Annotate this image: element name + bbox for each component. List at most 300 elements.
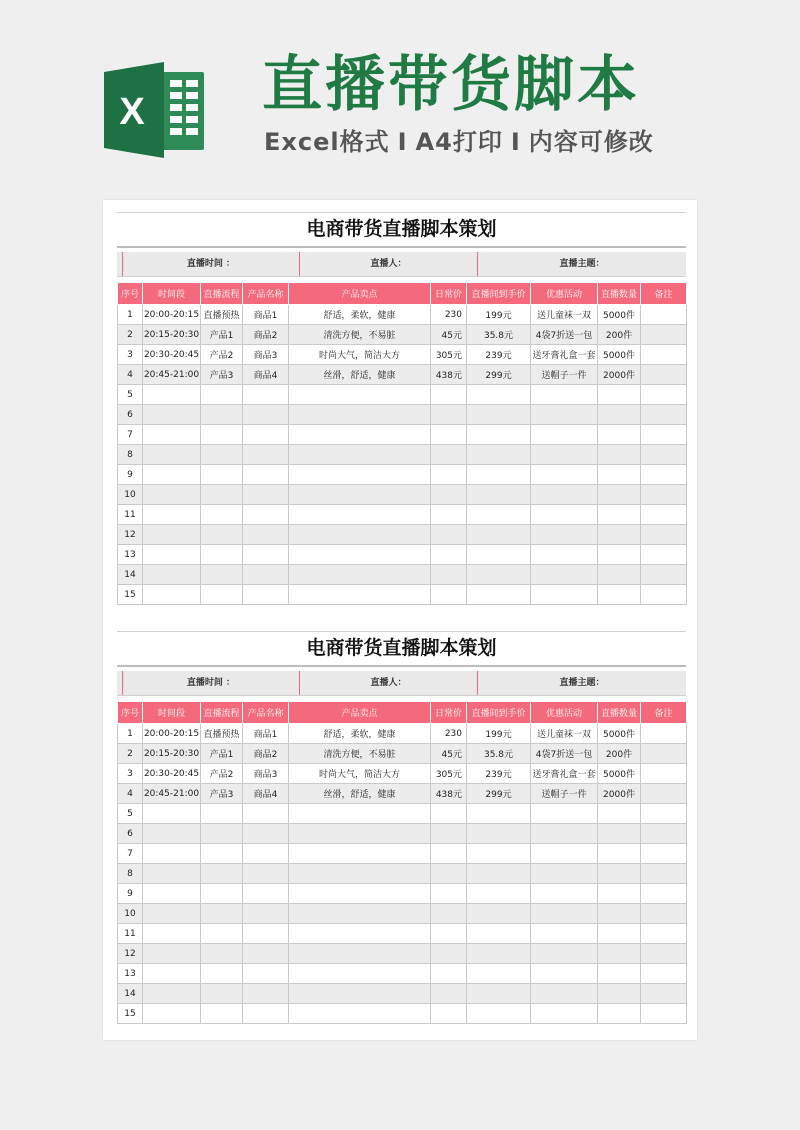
cell-time-slot <box>143 984 201 1004</box>
cell-flow: 产品2 <box>201 345 243 365</box>
cell-flow: 产品1 <box>201 325 243 345</box>
cell-daily-price <box>431 425 467 445</box>
table-row <box>118 864 687 884</box>
cell-note <box>641 585 687 605</box>
cell-quantity <box>598 824 641 844</box>
cell-flow <box>201 824 243 844</box>
cell-product-name <box>243 565 289 585</box>
cell-selling-point <box>289 904 431 924</box>
cell-daily-price <box>431 884 467 904</box>
cell-quantity <box>598 485 641 505</box>
cell-selling-point: 舒适，柔软，健康 <box>289 724 431 744</box>
column-header: 产品卖点 <box>289 702 431 724</box>
cell-selling-point: 清洗方便，不易脏 <box>289 744 431 764</box>
cell-promotion <box>531 485 598 505</box>
cell-flow <box>201 505 243 525</box>
cell-promotion <box>531 445 598 465</box>
cell-product-name: 商品1 <box>243 724 289 744</box>
cell-daily-price <box>431 804 467 824</box>
cell-live-price <box>467 904 531 924</box>
table-row <box>118 325 687 345</box>
cell-note <box>641 445 687 465</box>
cell-selling-point <box>289 545 431 565</box>
cell-time-slot: 20:00-20:15 <box>143 724 201 744</box>
cell-product-name: 商品4 <box>243 784 289 804</box>
cell-promotion <box>531 964 598 984</box>
cell-product-name <box>243 445 289 465</box>
table-row <box>118 485 687 505</box>
cell-product-name <box>243 1004 289 1024</box>
cell-time-slot <box>143 844 201 864</box>
cell-live-price <box>467 425 531 445</box>
cell-quantity: 5000件 <box>598 724 641 744</box>
cell-note <box>641 485 687 505</box>
cell-flow: 直播预热 <box>201 305 243 325</box>
theme-label: 直播主题： <box>477 671 686 695</box>
table-row <box>118 724 687 744</box>
cell-product-name: 商品4 <box>243 365 289 385</box>
cell-time-slot: 20:15-20:30 <box>143 325 201 345</box>
cell-index: 5 <box>118 385 143 405</box>
column-header: 产品卖点 <box>289 283 431 305</box>
cell-promotion <box>531 824 598 844</box>
cell-selling-point <box>289 944 431 964</box>
cell-quantity <box>598 445 641 465</box>
cell-quantity: 5000件 <box>598 764 641 784</box>
cell-flow <box>201 844 243 864</box>
cell-promotion <box>531 565 598 585</box>
cell-selling-point <box>289 884 431 904</box>
cell-promotion: 送帽子一件 <box>531 784 598 804</box>
cell-index: 15 <box>118 585 143 605</box>
cell-daily-price <box>431 465 467 485</box>
cell-live-price <box>467 565 531 585</box>
cell-quantity <box>598 964 641 984</box>
cell-live-price <box>467 984 531 1004</box>
cell-promotion <box>531 904 598 924</box>
cell-promotion <box>531 804 598 824</box>
cell-daily-price <box>431 485 467 505</box>
cell-promotion: 送儿童袜一双 <box>531 305 598 325</box>
cell-daily-price <box>431 445 467 465</box>
cell-live-price <box>467 1004 531 1024</box>
cell-time-slot <box>143 964 201 984</box>
cell-live-price <box>467 585 531 605</box>
cell-quantity <box>598 545 641 565</box>
cell-flow <box>201 964 243 984</box>
cell-time-slot <box>143 465 201 485</box>
host-label: 直播人： <box>299 252 477 276</box>
table-row <box>118 505 687 525</box>
cell-daily-price: 230 <box>431 305 467 325</box>
cell-note <box>641 924 687 944</box>
cell-selling-point <box>289 844 431 864</box>
cell-selling-point <box>289 485 431 505</box>
column-header: 时间段 <box>143 702 201 724</box>
cell-live-price <box>467 525 531 545</box>
cell-selling-point <box>289 585 431 605</box>
cell-product-name <box>243 485 289 505</box>
cell-quantity <box>598 884 641 904</box>
cell-quantity <box>598 864 641 884</box>
cell-daily-price <box>431 405 467 425</box>
cell-quantity <box>598 585 641 605</box>
host-label: 直播人： <box>299 671 477 695</box>
cell-live-price <box>467 445 531 465</box>
cell-flow <box>201 485 243 505</box>
cell-promotion <box>531 545 598 565</box>
cell-promotion: 送牙膏礼盒一套 <box>531 345 598 365</box>
cell-note <box>641 425 687 445</box>
cell-time-slot <box>143 505 201 525</box>
cell-product-name <box>243 425 289 445</box>
cell-index: 8 <box>118 445 143 465</box>
cell-flow <box>201 984 243 1004</box>
cell-selling-point <box>289 385 431 405</box>
cell-index: 10 <box>118 904 143 924</box>
cell-promotion <box>531 505 598 525</box>
table-row <box>118 425 687 445</box>
table-row <box>118 824 687 844</box>
sheet-title: 电商带货直播脚本策划 <box>117 212 686 248</box>
column-header: 产品名称 <box>243 283 289 305</box>
cell-note <box>641 365 687 385</box>
cell-live-price <box>467 385 531 405</box>
cell-daily-price <box>431 904 467 924</box>
table-row <box>118 924 687 944</box>
cell-flow <box>201 924 243 944</box>
cell-daily-price <box>431 565 467 585</box>
cell-note <box>641 1004 687 1024</box>
cell-quantity <box>598 944 641 964</box>
cell-live-price <box>467 864 531 884</box>
cell-index: 1 <box>118 724 143 744</box>
cell-time-slot <box>143 565 201 585</box>
cell-time-slot: 20:00-20:15 <box>143 305 201 325</box>
cell-selling-point: 舒适，柔软，健康 <box>289 305 431 325</box>
cell-quantity <box>598 904 641 924</box>
column-header: 日常价 <box>431 702 467 724</box>
cell-daily-price: 438元 <box>431 784 467 804</box>
subtitle-print: A4打印 <box>415 128 503 156</box>
cell-index: 15 <box>118 1004 143 1024</box>
cell-index: 10 <box>118 485 143 505</box>
cell-daily-price <box>431 984 467 1004</box>
table-row <box>118 345 687 365</box>
cell-quantity <box>598 565 641 585</box>
cell-selling-point <box>289 445 431 465</box>
table-row <box>118 465 687 485</box>
cell-product-name: 商品3 <box>243 764 289 784</box>
excel-logo-letter: X <box>119 91 145 133</box>
cell-product-name <box>243 904 289 924</box>
cell-time-slot <box>143 585 201 605</box>
cell-index: 7 <box>118 425 143 445</box>
table-row <box>118 305 687 325</box>
column-header: 直播数量 <box>598 702 641 724</box>
cell-daily-price: 230 <box>431 724 467 744</box>
cell-index: 11 <box>118 924 143 944</box>
meta-row <box>117 252 686 277</box>
cell-promotion <box>531 525 598 545</box>
cell-product-name <box>243 804 289 824</box>
cell-quantity <box>598 465 641 485</box>
cell-note <box>641 565 687 585</box>
meta-row <box>117 671 686 696</box>
cell-note <box>641 904 687 924</box>
cell-time-slot: 20:45-21:00 <box>143 784 201 804</box>
column-header: 序号 <box>118 702 143 724</box>
cell-time-slot <box>143 824 201 844</box>
cell-promotion: 送帽子一件 <box>531 365 598 385</box>
page-title: 直播带货脚本 <box>262 50 640 120</box>
cell-index: 1 <box>118 305 143 325</box>
cell-quantity: 2000件 <box>598 784 641 804</box>
cell-selling-point <box>289 964 431 984</box>
cell-flow: 产品3 <box>201 784 243 804</box>
script-sheet <box>117 631 686 1024</box>
cell-time-slot <box>143 405 201 425</box>
table-row <box>118 545 687 565</box>
column-header: 直播数量 <box>598 283 641 305</box>
cell-note <box>641 864 687 884</box>
subtitle-separator: I <box>510 128 521 156</box>
cell-index: 8 <box>118 864 143 884</box>
cell-time-slot: 20:30-20:45 <box>143 345 201 365</box>
cell-daily-price: 305元 <box>431 345 467 365</box>
table-header-row <box>118 283 687 305</box>
column-header: 直播流程 <box>201 702 243 724</box>
table-row <box>118 385 687 405</box>
table-row <box>118 804 687 824</box>
cell-selling-point: 清洗方便，不易脏 <box>289 325 431 345</box>
cell-note <box>641 784 687 804</box>
column-header: 直播间到手价 <box>467 702 531 724</box>
table-row <box>118 844 687 864</box>
cell-selling-point: 时尚大气，简洁大方 <box>289 345 431 365</box>
cell-note <box>641 525 687 545</box>
cell-daily-price: 438元 <box>431 365 467 385</box>
cell-selling-point <box>289 525 431 545</box>
cell-product-name: 商品3 <box>243 345 289 365</box>
cell-flow <box>201 445 243 465</box>
cell-note <box>641 305 687 325</box>
cell-product-name: 商品2 <box>243 325 289 345</box>
cell-selling-point: 丝滑，舒适，健康 <box>289 784 431 804</box>
cell-live-price <box>467 944 531 964</box>
cell-daily-price <box>431 505 467 525</box>
table-row <box>118 784 687 804</box>
cell-index: 3 <box>118 764 143 784</box>
cell-selling-point <box>289 465 431 485</box>
excel-logo-icon <box>104 62 208 158</box>
cell-index: 2 <box>118 744 143 764</box>
table-row <box>118 565 687 585</box>
table-row <box>118 944 687 964</box>
cell-live-price: 35.8元 <box>467 325 531 345</box>
cell-promotion <box>531 405 598 425</box>
cell-live-price <box>467 485 531 505</box>
cell-daily-price <box>431 585 467 605</box>
table-row <box>118 1004 687 1024</box>
table-row <box>118 884 687 904</box>
cell-selling-point <box>289 405 431 425</box>
cell-note <box>641 764 687 784</box>
table-row <box>118 764 687 784</box>
cell-flow <box>201 1004 243 1024</box>
cell-time-slot <box>143 445 201 465</box>
cell-flow <box>201 944 243 964</box>
cell-live-price: 199元 <box>467 724 531 744</box>
cell-flow <box>201 884 243 904</box>
cell-note <box>641 804 687 824</box>
cell-index: 14 <box>118 984 143 1004</box>
cell-time-slot <box>143 525 201 545</box>
cell-note <box>641 824 687 844</box>
cell-product-name <box>243 385 289 405</box>
cell-live-price: 239元 <box>467 764 531 784</box>
cell-promotion <box>531 944 598 964</box>
page-subtitle <box>264 126 654 158</box>
cell-promotion <box>531 425 598 445</box>
cell-note <box>641 545 687 565</box>
cell-promotion <box>531 465 598 485</box>
cell-selling-point <box>289 1004 431 1024</box>
cell-live-price <box>467 884 531 904</box>
cell-index: 6 <box>118 405 143 425</box>
cell-time-slot: 20:45-21:00 <box>143 365 201 385</box>
cell-selling-point <box>289 864 431 884</box>
script-sheet <box>117 212 686 605</box>
cell-note <box>641 465 687 485</box>
cell-product-name <box>243 924 289 944</box>
cell-live-price <box>467 405 531 425</box>
cell-product-name <box>243 585 289 605</box>
cell-index: 4 <box>118 784 143 804</box>
column-header: 直播流程 <box>201 283 243 305</box>
cell-daily-price <box>431 545 467 565</box>
cell-promotion <box>531 924 598 944</box>
cell-daily-price <box>431 924 467 944</box>
cell-live-price <box>467 844 531 864</box>
cell-index: 12 <box>118 525 143 545</box>
cell-daily-price <box>431 844 467 864</box>
cell-product-name <box>243 884 289 904</box>
cell-live-price <box>467 804 531 824</box>
table-row <box>118 365 687 385</box>
cell-selling-point <box>289 924 431 944</box>
cell-flow: 产品2 <box>201 764 243 784</box>
cell-product-name <box>243 844 289 864</box>
cell-quantity <box>598 405 641 425</box>
cell-live-price <box>467 964 531 984</box>
cell-live-price: 199元 <box>467 305 531 325</box>
cell-flow: 产品1 <box>201 744 243 764</box>
column-header: 序号 <box>118 283 143 305</box>
cell-promotion <box>531 844 598 864</box>
cell-daily-price <box>431 824 467 844</box>
cell-selling-point <box>289 804 431 824</box>
cell-promotion <box>531 884 598 904</box>
cell-live-price <box>467 505 531 525</box>
cell-selling-point <box>289 824 431 844</box>
cell-product-name <box>243 984 289 1004</box>
cell-note <box>641 724 687 744</box>
column-header: 直播间到手价 <box>467 283 531 305</box>
table-row <box>118 964 687 984</box>
cell-product-name <box>243 465 289 485</box>
cell-index: 11 <box>118 505 143 525</box>
cell-time-slot <box>143 1004 201 1024</box>
cell-flow: 直播预热 <box>201 724 243 744</box>
cell-note <box>641 744 687 764</box>
cell-quantity <box>598 525 641 545</box>
table-row <box>118 984 687 1004</box>
cell-daily-price <box>431 864 467 884</box>
cell-quantity: 2000件 <box>598 365 641 385</box>
cell-product-name <box>243 944 289 964</box>
cell-flow <box>201 525 243 545</box>
cell-selling-point <box>289 505 431 525</box>
cell-note <box>641 884 687 904</box>
cell-index: 12 <box>118 944 143 964</box>
cell-product-name <box>243 545 289 565</box>
table-row <box>118 445 687 465</box>
table-header-row <box>118 702 687 724</box>
cell-flow <box>201 565 243 585</box>
cell-product-name <box>243 964 289 984</box>
cell-selling-point <box>289 425 431 445</box>
column-header: 优惠活动 <box>531 283 598 305</box>
cell-flow <box>201 585 243 605</box>
cell-promotion: 4袋7折送一包 <box>531 744 598 764</box>
cell-note <box>641 944 687 964</box>
cell-time-slot <box>143 884 201 904</box>
cell-product-name <box>243 505 289 525</box>
cell-time-slot <box>143 944 201 964</box>
cell-live-price: 35.8元 <box>467 744 531 764</box>
sheet-title: 电商带货直播脚本策划 <box>117 631 686 667</box>
cell-time-slot: 20:15-20:30 <box>143 744 201 764</box>
cell-live-price <box>467 545 531 565</box>
cell-product-name <box>243 405 289 425</box>
cell-flow <box>201 465 243 485</box>
live-time-label: 直播时间 ： <box>122 671 299 695</box>
cell-quantity <box>598 505 641 525</box>
cell-product-name <box>243 824 289 844</box>
cell-quantity: 200件 <box>598 325 641 345</box>
subtitle-editable: 内容可修改 <box>528 128 654 156</box>
subtitle-format: Excel格式 <box>264 128 390 156</box>
cell-index: 9 <box>118 465 143 485</box>
column-header: 优惠活动 <box>531 702 598 724</box>
cell-time-slot <box>143 485 201 505</box>
cell-time-slot <box>143 545 201 565</box>
table-row <box>118 585 687 605</box>
cell-promotion <box>531 1004 598 1024</box>
cell-selling-point: 时尚大气，简洁大方 <box>289 764 431 784</box>
cell-promotion: 送牙膏礼盒一套 <box>531 764 598 784</box>
cell-flow <box>201 545 243 565</box>
cell-time-slot <box>143 425 201 445</box>
script-table <box>117 701 687 1024</box>
cell-daily-price: 305元 <box>431 764 467 784</box>
cell-daily-price <box>431 385 467 405</box>
cell-quantity: 5000件 <box>598 345 641 365</box>
cell-flow <box>201 385 243 405</box>
cell-time-slot <box>143 804 201 824</box>
cell-quantity: 5000件 <box>598 305 641 325</box>
